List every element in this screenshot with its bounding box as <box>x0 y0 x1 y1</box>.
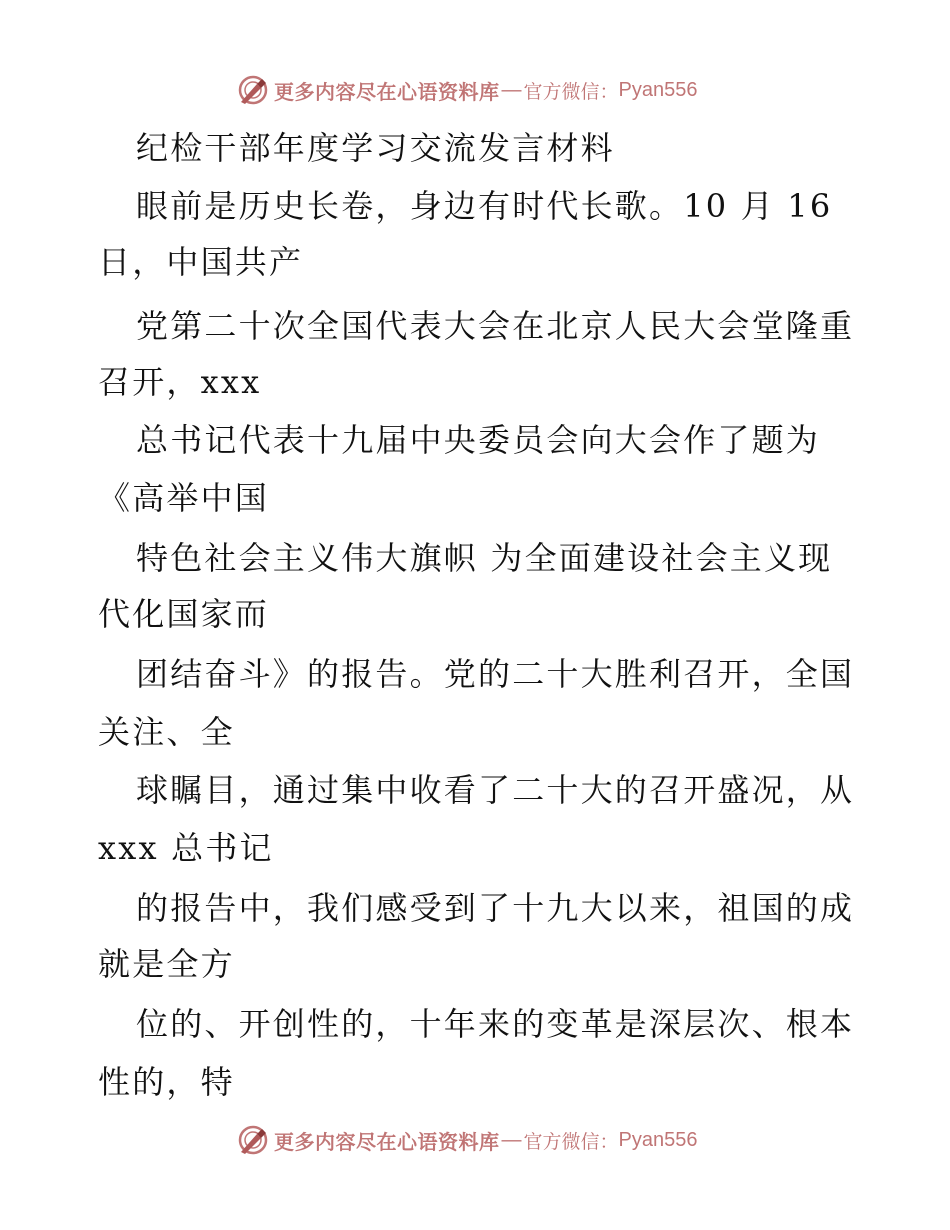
header-banner <box>236 73 697 107</box>
paragraph-line: 团结奋斗》的报告。党的二十大胜利召开，全国 <box>136 655 855 693</box>
paragraph-line: 的报告中，我们感受到了十九大以来，祖国的成 <box>136 889 855 927</box>
banner-wechat-id: Pyan556 <box>618 78 698 101</box>
paragraph-line: 《高举中国 <box>98 479 270 517</box>
paragraph-line: 代化国家而 <box>98 595 270 633</box>
banner-text: 更多内容尽在心语资料库 <box>274 79 500 104</box>
paragraph-line: 性的，特 <box>98 1063 235 1101</box>
paragraph-line: 日，中国共产 <box>98 243 304 281</box>
banner-dash: — <box>501 78 522 101</box>
banner-wechat-label: 官方微信： <box>523 1130 619 1153</box>
pen-nib-logo-icon <box>236 1123 270 1157</box>
paragraph-line: 总书记代表十九届中央委员会向大会作了题为 <box>136 421 821 459</box>
paragraph-line: 眼前是历史长卷，身边有时代长歌。10 月 16 <box>136 187 833 225</box>
paragraph-line: 党第二十次全国代表大会在北京人民大会堂隆重 <box>136 307 855 345</box>
document-title: 纪检干部年度学习交流发言材料 <box>136 129 615 167</box>
paragraph-line: 特色社会主义伟大旗帜 为全面建设社会主义现 <box>136 539 833 577</box>
paragraph-line: xxx 总书记 <box>98 829 274 867</box>
banner-wechat-label: 官方微信： <box>523 80 619 103</box>
paragraph-line: 就是全方 <box>98 945 235 983</box>
banner-dash: — <box>501 1128 522 1151</box>
paragraph-line: 位的、开创性的，十年来的变革是深层次、根本 <box>136 1005 855 1043</box>
banner-text: 更多内容尽在心语资料库 <box>274 1129 500 1154</box>
paragraph-line: 召开，xxx <box>98 363 262 401</box>
footer-banner <box>236 1123 697 1157</box>
pen-nib-logo-icon <box>236 73 270 107</box>
paragraph-line: 关注、全 <box>98 713 235 751</box>
banner-wechat-id: Pyan556 <box>618 1128 698 1151</box>
paragraph-line: 球瞩目，通过集中收看了二十大的召开盛况，从 <box>136 771 855 809</box>
